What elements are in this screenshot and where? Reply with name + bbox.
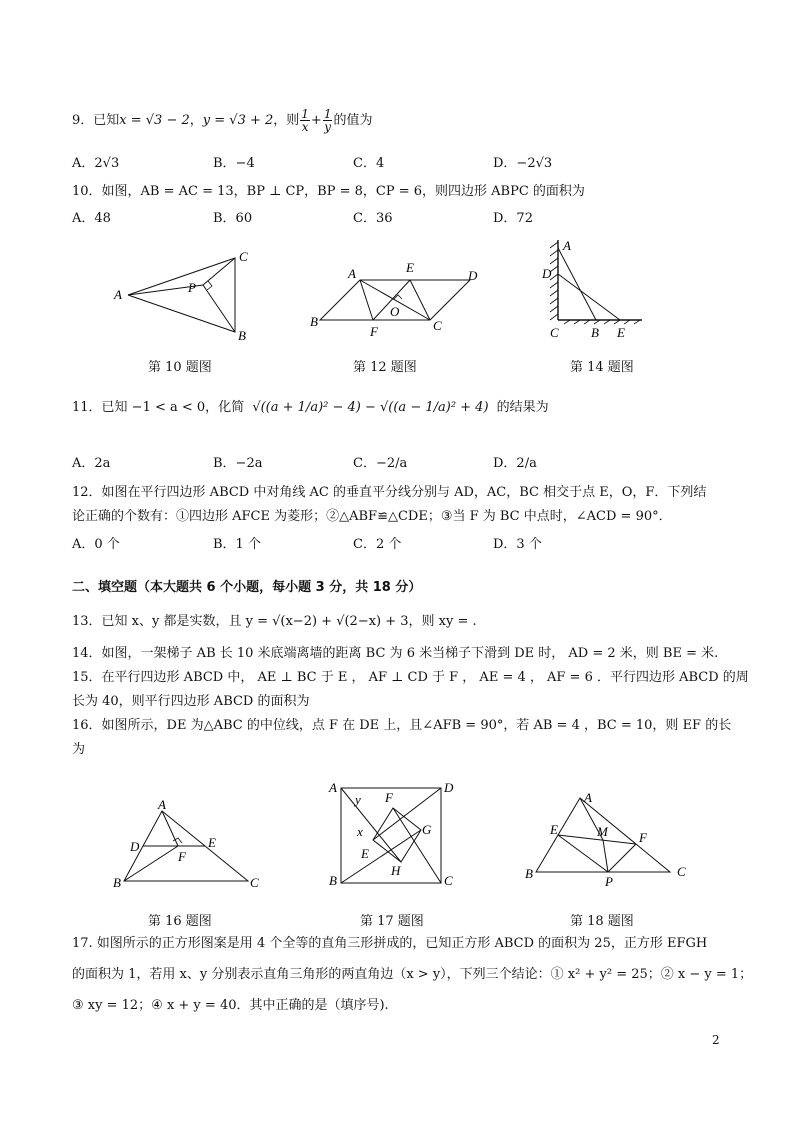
- fig18-label-p: P: [605, 874, 613, 888]
- q17-line-2: 的面积为 1，若用 x、y 分别表示直角三角形的两直角边（x > y），下列三个结论：① x² + y² = 25；② x − y = 1；: [72, 967, 753, 982]
- fig16-label-e: E: [208, 835, 216, 850]
- fig14-label-c: C: [550, 325, 559, 340]
- q14-text: 14．如图，一架梯子 AB 长 10 米底端离墙的距离 BC 为 6 米当梯子下滑到 DE 时， AD = 2 米，则 BE = 米.: [72, 646, 719, 661]
- figure-10-caption: 第 10 题图: [148, 360, 212, 375]
- page-number: 2: [712, 1033, 720, 1047]
- q15-line-1: 15．在平行四边形 ABCD 中， AE ⊥ BC 于 E ， AF ⊥ CD 于 F ， AE = 4 ， AF = 6 ．平行四边形 ABCD 的周: [72, 670, 749, 685]
- fig17-label-y: y: [355, 792, 361, 807]
- figure-12: [308, 260, 488, 340]
- fig16-label-c: C: [250, 875, 259, 890]
- q9-frac1: $\frac{1}{x}$: [301, 107, 309, 134]
- figure-14: [540, 238, 650, 342]
- fig10-label-a: A: [114, 287, 122, 302]
- fig10-label-c: C: [239, 249, 248, 264]
- fig18-label-f: F: [639, 830, 647, 845]
- figure-12-caption: 第 12 题图: [353, 360, 417, 375]
- q12-option-c: C．2 个: [353, 537, 402, 552]
- fig17-label-f: F: [385, 790, 393, 805]
- figure-14-caption: 第 14 题图: [570, 360, 634, 375]
- q9-x-eq: x = √3 − 2: [119, 113, 190, 128]
- fig14-label-e: E: [617, 325, 625, 340]
- fig18-label-c: C: [677, 864, 686, 879]
- q10-option-a: A．48: [72, 211, 111, 226]
- fig12-label-d: D: [468, 268, 478, 283]
- fig17-label-x: x: [357, 824, 363, 839]
- q11-line: [72, 400, 549, 416]
- figure-17-caption: 第 17 题图: [360, 914, 424, 929]
- section-2-title: 二、填空题（本大题共 6 个小题，每小题 3 分，共 18 分）: [72, 580, 422, 595]
- fig12-label-a: A: [348, 266, 356, 281]
- q16-line-2: 为: [72, 742, 86, 757]
- q11-suffix: 的结果为: [496, 400, 549, 415]
- q11-option-b: B．−2a: [213, 456, 263, 471]
- q13-text: 13．已知 x、y 都是实数，且 y = √(x−2) + √(2−x) + 3，则 xy = .: [72, 614, 477, 629]
- q9-option-d: D．−2√3: [493, 156, 553, 171]
- fig16-label-d: D: [130, 839, 140, 854]
- q9-y-eq: y = √3 + 2: [202, 113, 274, 128]
- q11-prefix: 11．已知 −1 < a < 0，化简: [72, 400, 245, 415]
- q12-option-d: D．3 个: [493, 537, 542, 552]
- fig17-label-d: D: [444, 780, 454, 795]
- q9-plus: +: [310, 113, 322, 128]
- q12-line-2: 论正确的个数有：①四边形 AFCE 为菱形；②△ABF≌△CDE；③当 F 为 BC 中点时，∠ACD = 90°．: [72, 509, 672, 524]
- fig12-label-o: O: [390, 304, 400, 319]
- fig14-label-a: A: [563, 238, 571, 253]
- q10-option-c: C．36: [353, 211, 393, 226]
- fig12-label-c: C: [433, 318, 442, 333]
- fig17-label-b: B: [329, 873, 337, 888]
- q10-text: 10．如图，AB = AC = 13，BP ⊥ CP，BP = 8，CP = 6，则四边形 ABPC 的面积为: [72, 184, 585, 199]
- fig17-label-g: G: [422, 822, 432, 837]
- q10-option-d: D．72: [493, 211, 533, 226]
- q12-option-a: A．0 个: [72, 537, 120, 552]
- fig18-label-b: B: [525, 866, 533, 881]
- fig14-label-b: B: [591, 325, 599, 340]
- fig17-label-e: E: [361, 846, 369, 861]
- fig18-label-m: M: [597, 824, 608, 839]
- figure-18-caption: 第 18 题图: [570, 914, 634, 929]
- fig14-label-d: D: [542, 266, 552, 281]
- figure-16: [110, 795, 270, 895]
- fig12-label-b: B: [310, 314, 318, 329]
- q11-option-c: C．−2/a: [353, 456, 408, 471]
- q12-line-1: 12．如图在平行四边形 ABCD 中对角线 AC 的垂直平分线分别与 AD，AC，BC 相交于点 E，O，F．下列结: [72, 485, 707, 500]
- q9-option-b: B．−4: [213, 156, 255, 171]
- q9-frac2: $\frac{1}{y}$: [323, 107, 332, 134]
- fig12-label-f: F: [370, 324, 378, 339]
- q16-line-1: 16．如图所示，DE 为△ABC 的中位线，点 F 在 DE 上，且∠AFB = 90°，若 AB = 4 ，BC = 10，则 EF 的长: [72, 718, 732, 733]
- q9-then: ，则: [273, 113, 300, 128]
- q10-option-b: B．60: [213, 211, 253, 226]
- q9-suffix: 的值为: [333, 113, 373, 128]
- fig12-label-e: E: [406, 260, 414, 275]
- fig17-label-h: H: [391, 863, 401, 878]
- fig10-label-b: B: [238, 328, 246, 343]
- fig16-label-b: B: [113, 875, 121, 890]
- fig16-label-a: A: [158, 797, 166, 812]
- fig18-label-e: E: [550, 822, 558, 837]
- q15-line-2: 长为 40，则平行四边形 ABCD 的面积为: [72, 694, 310, 709]
- q11-option-d: D．2/a: [493, 456, 537, 471]
- q9-option-a: A．2√3: [72, 156, 120, 171]
- q9-prefix: 9．已知: [72, 113, 120, 128]
- q9-option-c: C．4: [353, 156, 385, 171]
- q12-option-b: B．1 个: [213, 537, 261, 552]
- figure-10: [110, 245, 260, 345]
- q11-option-a: A．2a: [72, 456, 111, 471]
- fig17-label-a: A: [329, 780, 337, 795]
- figure-18: [520, 788, 695, 888]
- fig18-label-a: A: [584, 790, 592, 805]
- q17-line-1: 17. 如图所示的正方形图案是用 4 个全等的直角三形拼成的，已知正方形 ABCD 的面积为 25，正方形 EFGH: [72, 936, 708, 951]
- fig17-label-c: C: [444, 873, 453, 888]
- figure-17: [325, 778, 460, 893]
- fig16-label-f: F: [178, 849, 186, 864]
- q9-line: 9．已知x = √3 − 2，y = √3 + 2，则 $\frac{1}{x}$ + $\frac{1}{y}$ 的值为: [72, 107, 373, 134]
- q11-expression: √((a + 1/a)² − 4) − √((a − 1/a)² + 4): [252, 400, 489, 415]
- q17-line-3: ③ xy = 12；④ x + y = 40．其中正确的是（填序号).: [72, 998, 389, 1013]
- figure-16-caption: 第 16 题图: [148, 914, 212, 929]
- fig10-label-p: P: [188, 280, 196, 295]
